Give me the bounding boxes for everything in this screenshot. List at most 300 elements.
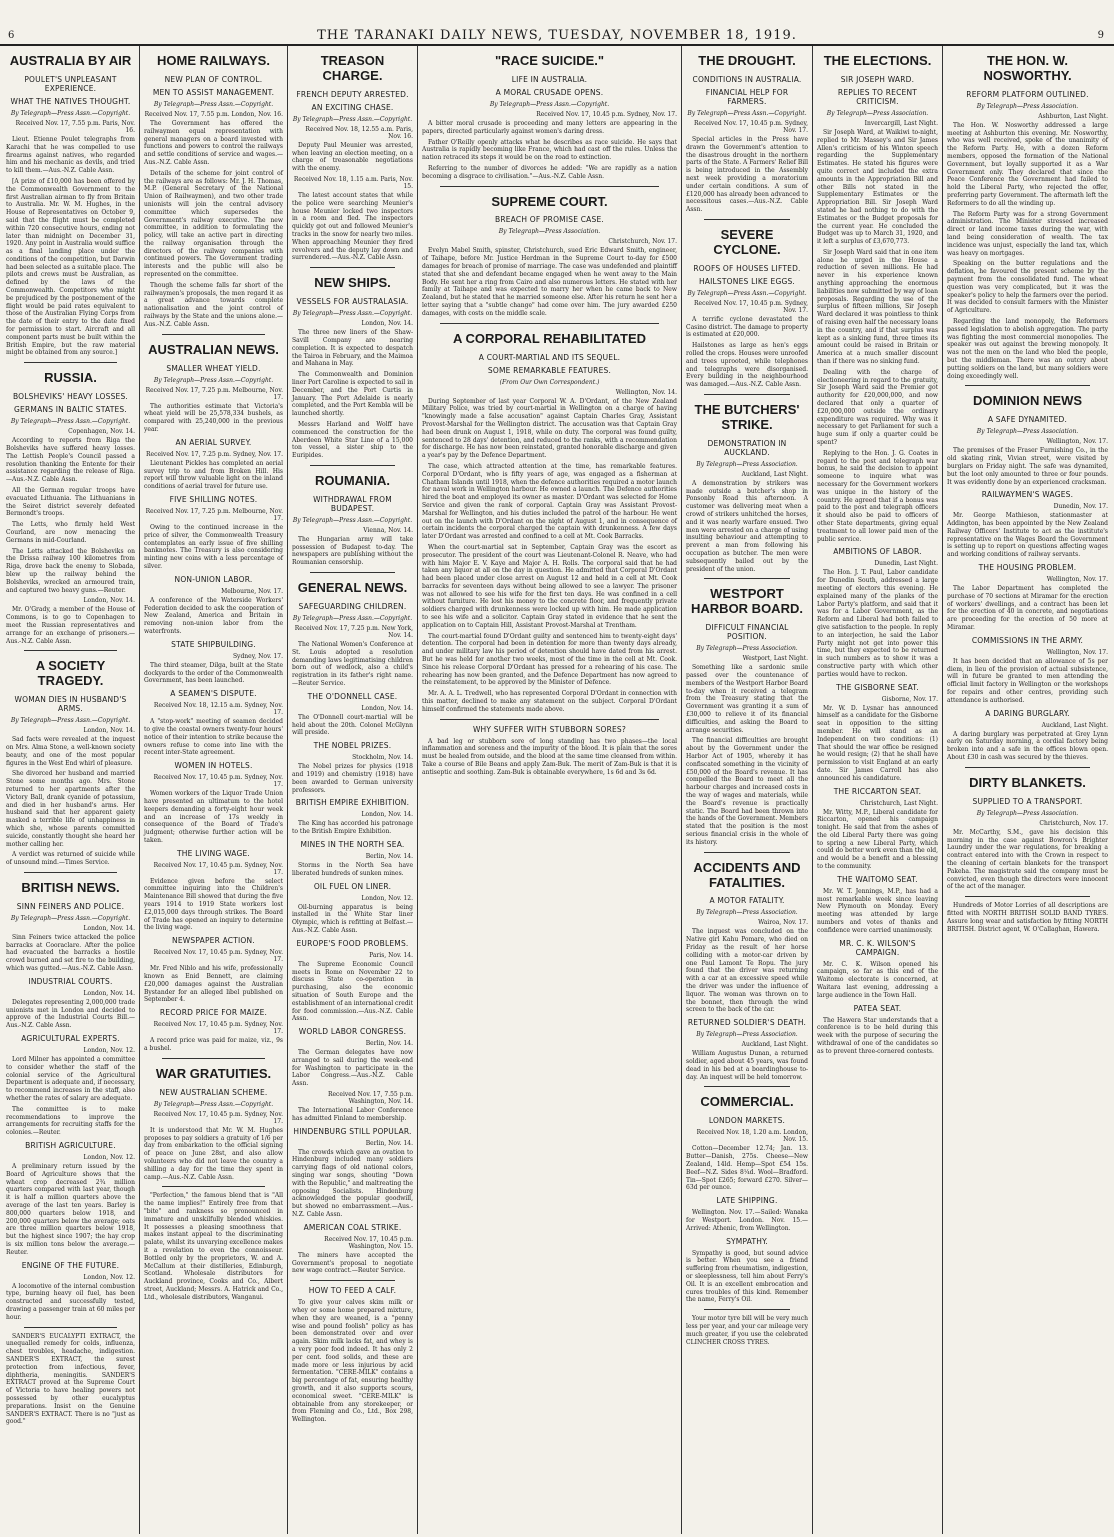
subheading: SOME REMARKABLE FEATURES. <box>487 365 612 375</box>
dateline: Berlin, Nov. 14. <box>365 1040 413 1048</box>
subheading: NON-UNION LABOR. <box>174 574 253 584</box>
article-paragraph: Cotton—December 12.74; Jan. 13. Butter—Danish, 275s. Cheese—New Zealand, 14ld. Hemp—Spot £54 15s. Beef—N.Z. Sides 8¼d. Wool—Bradford. Tin—Spot £265; forward £270. Silver—63d per ounce. <box>686 1145 808 1192</box>
subheading: WOMEN IN HOTELS. <box>174 761 253 771</box>
divider-rule <box>440 719 659 720</box>
article-paragraph: When the court-martial sat in September, Captain Gray was the escort as prosecutor. The president of the court was Lieutenant-Colonel R. Neave, who had with him Major E. V. Kaye and Major A. H. Rolls. The corporal said that he had taken any liquor at all on the day in question. He admitted that Corporal D'Ordant had been placed under close arrest on August 12 and held in a cell at Mt. Cook barracks for seventeen days without being allowed to see a lawyer. The prisoner was not allowed to see his wife for the first ten days. He was confined in a cell without furniture. He lost his money to the concrete floor, and frequently private soldiers charged with drunkenness were locked up with him. He made application to see his wife and a solicitor. Captain Gray stated in evidence that he sent the application on to Captain Hill, Assistant Provost-Marshal at Trentham. <box>422 543 677 629</box>
article-paragraph: The National Women's Conference at St. Louis adopted a resolution demanding laws legitimatising children born out of wedlock, also a child's registration in its father's right name.—Reuter Service. <box>292 640 413 687</box>
byline: (From Our Own Correspondent.) <box>499 378 600 386</box>
dateline: London, Nov. 14. <box>83 989 135 997</box>
article-paragraph: Something like a sardonic smile passed over the countenance of members of the Westport Harbor Board to-day when it received a telegram from the Treasury stating that the Government was granting it a sum of £30,000 to relieve it of its financial difficulties, and asking the Board to arrange securities. <box>686 664 808 734</box>
dateline: Melbourne, Nov. 17. <box>221 587 283 595</box>
dateline: Westport, Last Night. <box>742 655 808 663</box>
article-paragraph: Owing to the continued increase in the price of silver, the Commonwealth Treasury contemplates an early issue of five shilling banknotes. The Treasury is also considering minting new coins with a less percentage of silver. <box>144 523 283 570</box>
dateline: Paris, Nov. 14. <box>369 951 413 959</box>
dateline: Received Nov. 17, 7.55 p.m. Paris, Nov. 16. <box>15 119 135 134</box>
dateline: Received Nov. 17, 10.45 p.m. Sydney, Nov. 17. <box>694 299 808 314</box>
article-paragraph: The Hungarian army will take possession of Budapest to-day. The newspapers are publishing without the Roumanian censorship. <box>292 535 413 567</box>
subheading: BRITISH AGRICULTURE. <box>25 1141 116 1151</box>
headline: THE DROUGHT. <box>698 53 796 68</box>
subheading: ROOFS OF HOUSES LIFTED. <box>693 263 801 273</box>
subheading: WORLD LABOR CONGRESS. <box>298 1027 407 1037</box>
article-paragraph: Replying to the Hon. J. G. Coates in regard to the post and telegraph war bonus, he said the decision to appoint someone to inquire what was necessary for the Government workers was unique in the history of the country. He agreed that if a bonus was paid to the post and telegraph officers it should also be paid to officers of other State departments, giving equal treatment to all lower paid men of the public service. <box>817 449 938 543</box>
column-2 <box>140 46 288 1534</box>
subheading: WITHDRAWAL FROM BUDAPEST. <box>313 494 392 513</box>
article-paragraph: Mr. Fred Niblo and his wife, professionally known as Enid Bennett, are claiming £20,000 damages against the Australian Bystander for an alleged libel published on September 4. <box>144 965 283 1004</box>
dateline: London, Nov. 14. <box>361 811 413 819</box>
subheading: COMMISSIONS IN THE ARMY. <box>971 635 1084 645</box>
article-paragraph: It has been decided that an allowance of 5s per diem, in lieu of the provision of actual subsistence, will in future be granted to men attending the official limit factory in Wellington or the workshops for repairs and other centres, providing such attendance is authorised. <box>947 657 1108 704</box>
subheading: NEW AUSTRALIAN SCHEME. <box>159 1087 268 1097</box>
headline: THE BUTCHERS' STRIKE. <box>694 401 800 432</box>
article-paragraph: Special articles in the Press have drawn the Government's attention to the disastrous drought in the northern parts of the State. A Farmers' Relief Bill is being introduced in the Assembly next week providing a moratorium under certain conditions. A sum of £120,000 has already been advanced to necessitous cases.—Aus.-N.Z. Cable Assn. <box>686 135 808 214</box>
dateline: Christchurch, Last Night. <box>860 799 938 807</box>
article-paragraph: The premises of the Fraser Furnishing Co., in the old skating rink, Vivian street, were visited by burglars on Friday night. The safe was dynamited, but the loot only amounted to three or four pounds. It was evidently done by an experienced cracksman. <box>947 447 1108 486</box>
divider-rule <box>162 334 265 335</box>
subheading: A SAFE DYNAMITED. <box>987 415 1068 425</box>
subheading: FRENCH DEPUTY ARRESTED. <box>296 89 409 99</box>
dateline: Copenhagen, Nov. 14. <box>68 428 135 436</box>
subheading: BREACH OF PROMISE CASE. <box>494 215 604 225</box>
dateline: Received Nov. 17, 7.25 p.m. New York, Nov. 14. <box>294 624 413 639</box>
subheading: SINN FEINERS AND POLICE. <box>16 901 125 911</box>
article-paragraph: Hundreds of Motor Lorries of all descriptions are fitted with NORTH BRITISH SOLID BAND TYRES. Assure long wear and satisfaction by fitting NORTH BRITISH. District agent, W. O'Callaghan, Hawera. <box>947 902 1108 933</box>
column-7 <box>943 46 1112 1534</box>
dateline: Received Nov. 17, 10.45 p.m. Sydney, Nov. 17. <box>153 774 283 789</box>
divider-rule <box>310 572 395 573</box>
folio-number: 6 <box>8 30 15 41</box>
article-paragraph: The committee is to make recommendations to improve the arrangements for recruiting staffs for the colonies.—Reuter. <box>6 1105 135 1137</box>
byline: By Telegraph—Press Association. <box>976 428 1079 436</box>
article-paragraph: Mr. W. T. Jennings, M.P., has had a most remarkable week since leaving New Plymouth on Monday. Every meeting was attended by large numbers and votes of thanks and confidence were carried unanimously. <box>817 887 938 934</box>
headline: GENERAL NEWS. <box>297 580 408 596</box>
headline: ACCIDENTS AND FATALITIES. <box>693 859 801 890</box>
article-paragraph: A demonstration by strikers was made outside a butcher's shop in Ponsonby Road this afternoon. A customer was delivering meat when a crowd of strikers unhitched the horses, and it was nearly warfare ensued. Two men were arrested on a charge of using insulting behaviour and attempting to prevent a man from following his occupation as butcher. The men were subsequently bailed out by the president of the union. <box>686 479 808 573</box>
article-paragraph: Evidence given before the select committee inquiring into the Children's Maintenance Bill showed that during the five years 1914 to 1919 State workers lost £2,015,000 days through strikes. The Board of Trade has opened an inquiry to determine the living wage. <box>144 877 283 932</box>
dateline: Vienna, Nov. 14. <box>363 526 413 534</box>
article-paragraph: A locomotive of the internal combustion type, burning heavy oil fuel, has been constructed and successfully tested, drawing a passenger train at 60 miles per hour. <box>6 1282 135 1321</box>
article-paragraph: Regarding the land monopoly, the Reformers passed legislation to abolish aggregation. The party was fighting the most commercial monopolies. The speaker was out against the brewing monopoly. It was not the men on the land who bled the people, but the middleman. There was an outcry about putting soldiers on the land, but many soldiers were doing exceedingly well. <box>947 318 1108 380</box>
dateline: London, Nov. 12. <box>83 1154 135 1162</box>
subheading: MEN TO ASSIST MANAGEMENT. <box>152 87 275 97</box>
article-paragraph: It is understood that Mr. W. M. Hughes proposes to pay soldiers a gratuity of 1/6 per day from embarkation to the official signing of peace on June 28st, and also allow volunteers who did not leave the country a shilling a day for the time they spent in camp.—Aus.-N.Z. Cable Assn. <box>144 1126 283 1181</box>
divider-rule <box>24 872 117 873</box>
byline: By Telegraph—Press Assn.—Copyright. <box>153 376 274 384</box>
divider-rule <box>310 267 395 268</box>
article-paragraph: The Hon. J. T. Paul, Labor candidate for Dunedin South, addressed a large meeting of electors this evening. He explained many of the planks of the Labor Party's platform, and said that it was for a Labor Government, as the Reform and Liberal had both failed to give satisfaction to the people. In reply to an interjection, he said the Labor Party might not get into power this time, but they expected to be returned in such numbers as to show it was a constructive party with which other parties would have to reckon. <box>817 569 938 678</box>
byline: By Telegraph—Press Assn.—Copyright. <box>10 109 131 117</box>
dateline: Received Nov. 17, 10.45 p.m. Sydney, Nov. 17. <box>153 861 283 876</box>
article-paragraph: Lord Milner has appointed a committee to consider whether the staff of the colonial service of the Agricultural Department is adequate and, if necessary, to recommend increases in the staff, also whether the rates of salary are adequate. <box>6 1056 135 1103</box>
headline: SEVERE CYCLONE. <box>713 226 781 257</box>
headline: SUPREME COURT. <box>491 193 608 209</box>
subheading: A SEAMEN'S DISPUTE. <box>170 689 257 699</box>
article-paragraph: The Nobel prizes for physics (1918 and 1919) and chemistry (1918) have been awarded to German university professors. <box>292 763 413 794</box>
dateline: Received Nov. 17, 10.45 p.m. Sydney, Nov. 17. <box>153 949 283 964</box>
dateline: Ashburton, Last Night. <box>1038 112 1108 120</box>
article-paragraph: The financial difficulties are brought about by the Government under the Harbor Act of 1905, whereby it has confiscated something in the vicinity of £50,000 of the Board's revenue. It has compelled the Board to meet all the harbour charges and increased costs in the way of wages and materials, while the Board's revenue is practically static. The Board had been thrown into the hands of the Government. Members stated that the position is the most serious financial crisis in the whole of its history. <box>686 737 808 846</box>
dateline: Berlin, Nov. 14. <box>365 1139 413 1147</box>
subheading: AN AERIAL SURVEY. <box>175 437 252 447</box>
subheading: EUROPE'S FOOD PROBLEMS. <box>296 938 409 948</box>
divider-rule <box>965 767 1090 768</box>
dateline: Received Nov. 17, 7.25 p.m. Melbourne, Nov. 17. <box>145 386 283 401</box>
article-paragraph: During September of last year Corporal W. A. D'Ordant, of the New Zealand Military Police, was tried by court-martial in Wellington on a charge of having "knowingly made a false accusation" against Captain Charles Gray, Assistant Provost-Marshal for the Wellington district. The accusation was that Captain Gray had been drunk on August 1, 1918, while on duty. The corporal was found guilty, sentenced to 28 days' detention, and reduced to the ranks, with a recommendation for discharge. He has now been reinstated, granted honorable discharge and given a year's pay by the Defence Department. <box>422 397 677 460</box>
subheading: WHAT THE NATIVES THOUGHT. <box>10 96 131 106</box>
dateline: Stockholm, Nov. 14. <box>352 754 413 762</box>
divider-rule <box>704 578 790 579</box>
byline: By Telegraph—Press Assn.—Copyright. <box>292 115 413 123</box>
dateline: Received Nov. 17, 7.55 p.m. London, Nov. 16. <box>144 110 283 118</box>
subheading: SMALLER WHEAT YIELD. <box>166 363 261 373</box>
headline: "RACE SUICIDE." <box>494 53 605 68</box>
headline: RUSSIA. <box>44 370 97 386</box>
byline: By Telegraph—Press Assn.—Copyright. <box>10 418 131 426</box>
dateline: Wairoa, Nov. 17. <box>758 919 808 927</box>
article-paragraph: According to reports from Riga the Bolsheviks have suffered heavy losses. The Lettish People's Council passed a resolution thanking the Entente for their assistance regarding the release of Riga.—Aus.-N.Z. Cable Assn. <box>6 437 135 484</box>
subheading: ENGINE OF THE FUTURE. <box>21 1260 120 1270</box>
article-paragraph: The authorities estimate that Victoria's wheat yield will be 25,578,334 bushels, as compared with 25,240,000 in the previous year. <box>144 402 283 433</box>
dateline: Christchurch, Nov. 17. <box>1039 819 1108 827</box>
byline: By Telegraph—Press Assn.—Copyright. <box>153 1100 274 1108</box>
article-paragraph: The Reform Party was for a strong Government administration. The Minister stressed increased direct or land income taxes during the war, with land being consideration of wealth. The tax incidence was unjust, especially the land tax, which was heavy on mortgages. <box>947 210 1108 257</box>
article-paragraph: The Commonwealth and Dominion liner Port Caroline is expected to sail in December, and the Port Curtis in January. The Port Adelaide is nearly completed, and the Port Kembla will be launched shortly. <box>292 371 413 418</box>
dateline: Auckland, Last Night. <box>741 470 808 478</box>
article-paragraph: "Perfection," the famous blend that is "All the name implies!" Entirely free from that "bite" and rankness so pronounced in immature and unskilfully blended whiskies. It possesses a pleasing smoothness that makes instant appeal to the discriminating palate, whilst its unvarying excellence makes it a revelation to even the connoisseur. Bottled only by the proprietors, W. and A. McCallum at their distilleries, Edinburgh, Scotland. Wholesale distributors for Auckland province, Cooks and Co., Albert street, Auckland; Messrs. A. Hatrick and Co., Ltd., wholesale distributors, Wanganui. <box>144 1192 283 1301</box>
dateline: Received Nov. 17, 10.45 p.m. Sydney, Nov. 17. <box>153 1021 283 1036</box>
article-paragraph: Evelyn Mabel Smith, spinster, Christchurch, sued Eric Edward Smith, engineer, of Taihape, before Mr. Justice Herdman in the Supreme Court to-day for £500 damages for breach of promise of marriage. The case was undefended and plaintiff stated that she and defendant became engaged when he went away to the Main Body. He sent her a ring from Cairo and also numerous letters. He stated with her family at Taihape and was expected to marry her when he came back to New Zealand, but he stated that he married someone else. After his return he sent her a letter saying that a "subtle change" had come over him. The jury awarded £250 damages, with costs on the middle scale. <box>422 247 677 317</box>
article-paragraph: The case, which attracted attention at the time, has remarkable features. Corporal D'Ordant, who is fifty years of age, was engaged as a fisherman at Chatham Islands until 1918, when the defence authorities required a motor launch for naval work in Wellington harbour. He owned a launch. The Defence authorities hired the boat and employed its owner as master. D'Ordant was selected for Home Service and given the rank of corporal. Captain Gray was Assistant Provost-Marshal for Wellington, and his duties included the patrol of the harbour. He went out on the launch with D'Ordant on the night of August 1, and in consequence of certain incidents the corporal charged the captain with drunkenness. A few days later D'Ordant was arrested and confined to a cell at Mt. Cook Barracks. <box>422 462 677 541</box>
article-paragraph: Details of the scheme for joint control of the railways are as follows: Mr. J. H. Thomas, M.P. (General Secretary of the National Union of Railwaymen), and two other trade unionists will join the central advisory committee which supersedes the Government's railway executive. The new committee, in addition to formulating the policy, will take an active part in directing the railway organisation through the directors of the railway companies with continued powers. The Government trading interests and the public will also be represented on the committee. <box>144 169 283 279</box>
article-paragraph: The Government has offered the railwaymen equal representation with general managers on a board invested with functions and powers to control the railways and settle conditions of service and wages.—Aus.-N.Z. Cable Assn. <box>144 119 283 166</box>
subheading: FIVE SHILLING NOTES. <box>169 494 258 504</box>
byline: By Telegraph—Press Association. <box>976 102 1079 110</box>
headline: COMMERCIAL. <box>700 1094 794 1110</box>
byline: By Telegraph—Press Assn.—Copyright. <box>687 109 807 117</box>
divider-rule <box>965 385 1090 386</box>
divider-rule <box>704 219 790 220</box>
dateline: Dunedin, Last Night. <box>874 560 938 568</box>
subheading: RAILWAYMEN'S WAGES. <box>981 490 1074 500</box>
subheading: HAILSTONES LIKE EGGS. <box>698 276 796 286</box>
article-paragraph: Mr. C. K. Wilson opened his campaign, so far as this end of the Waitomo electorate is concerned, at Waitara last evening, addressing a large audience in the Town Hall. <box>817 960 938 999</box>
dateline: Wellington, Nov. 17. <box>1046 648 1108 656</box>
dateline: Received Nov. 18, 12.15 a.m. Sydney, Nov. 17. <box>153 702 283 717</box>
dateline: London, Nov. 12. <box>83 1273 135 1281</box>
article-paragraph: A verdict was returned of suicide while of unsound mind.—Times Service. <box>6 851 135 867</box>
article-paragraph: The Letts, who firmly held West Courland, are now menacing the Germans in mid-Courland. <box>6 521 135 544</box>
article-paragraph: Mr. O'Grady, a member of the House of Commons, is to go to Copenhagen to meet the Russian representatives and arrange for an exchange of prisoners.—Aus.-N.Z. Cable Assn. <box>6 606 135 645</box>
subheading: HOW TO FEED A CALF. <box>308 1286 397 1296</box>
article-paragraph: Lieut. Etienne Poulet telegraphs from Karachi that he was compelled to use firearms against natives, who regarded him and his mechanic as devils, and tried to kill them.—Aus.-N.Z. Cable Assn. <box>6 135 135 175</box>
subheading: STATE SHIPBUILDING. <box>171 639 256 649</box>
byline: By Telegraph—Press Association. <box>696 1031 798 1039</box>
article-paragraph: A "stop-work" meeting of seamen decided to give the coastal owners twenty-four hours' notice of their intention to strike because the owners refuse to come into line with the recent inter-State agreement. <box>144 718 283 757</box>
divider-rule <box>704 394 790 395</box>
article-paragraph: All the German regular troops have evacuated Lithuania. The Lithuanians in the Seiret district severely defeated Bermondt's troops. <box>6 486 135 518</box>
byline: By Telegraph—Press Association. <box>696 909 798 917</box>
dateline: Received Nov. 17, 7.25 p.m. Sydney, Nov. 17. <box>146 450 283 458</box>
dateline: Gisborne, Nov. 17. <box>881 695 938 703</box>
dateline: Received Nov. 17, 7.25 p.m. Melbourne, Nov. 17. <box>145 507 283 522</box>
subheading: GERMANS IN BALTIC STATES. <box>14 405 127 415</box>
dateline: Wellington, Nov. 14. <box>615 388 677 396</box>
article-paragraph: The King has accorded his patronage to the British Empire Exhibition. <box>292 820 413 836</box>
dateline: London, Nov. 12. <box>361 894 413 902</box>
article-paragraph: Mr. W. D. Lysnar has announced himself as a candidate for the Gisborne seat in opposition to the sitting member. He will stand as an Independent on two conditions: (1) That should the war office be resigned he would resign; (2) that he shall have permission to visit England at an early date. Sir James Carroll has also announced his candidature. <box>817 704 938 782</box>
subheading: RECORD PRICE FOR MAIZE. <box>159 1008 268 1018</box>
dateline: Received Nov. 18, 1.15 a.m. Paris, Nov. 15. <box>293 176 413 191</box>
dateline: Received Nov. 17, 10.45 p.m. Sydney, Nov. 17. <box>694 119 808 134</box>
subheading: BOLSHEVIKS' HEAVY LOSSES. <box>12 392 129 402</box>
divider-rule <box>704 852 790 853</box>
subheading: WOMAN DIES IN HUSBAND'S ARMS. <box>14 695 127 714</box>
article-paragraph: A preliminary return issued by the Board of Agriculture shows that the wheat crop decreased 2¾ million quarters compared with last year, though it is half a million quarters above the average of the last ten years. Barley is 800,000 quarters below 1918, and 200,000 quarters below the average; oats are three million quarters below 1918, but the highest since 1907; the hay crop is six million tons below the average.—Reuter. <box>6 1163 135 1256</box>
headline: A CORPORAL REHABILITATED <box>452 330 647 346</box>
divider-rule <box>704 1309 790 1310</box>
article-paragraph: Mr. Witty, M.P., Liberal candidate for Riccarton, opened his campaign tonight. He said that from the ashes of the old Liberal Party there was going to spring a new Liberal Party, which could do better work even than the old, and would be a benefit and a blessing to the community. <box>817 808 938 871</box>
article-paragraph: The crowds which gave an ovation to Hindenburg included many soldiers carrying flags of old national colors, singing war songs, shouting "Down with the Republic," and maltreating the opposing Socialists. Hindenburg acknowledged the popular goodwill, but showed no embarrassment.—Aus.-N.Z. Cable Assn. <box>292 1148 413 1219</box>
byline: By Telegraph—Press Association. <box>696 645 798 653</box>
divider-rule <box>24 650 117 651</box>
divider-rule <box>310 465 395 466</box>
subheading: AMERICAN COAL STRIKE. <box>303 1222 402 1232</box>
dateline: Christchurch, Nov. 17. <box>608 238 677 246</box>
article-paragraph: The International Labor Conference has admitted Finland to membership. <box>292 1107 413 1122</box>
headline: DIRTY BLANKETS. <box>969 774 1086 790</box>
dateline: Invercargill, Last Night. <box>864 119 938 127</box>
column-3 <box>288 46 418 1534</box>
subheading: MINES IN THE NORTH SEA. <box>300 839 405 849</box>
article-paragraph: A conference of the Waterside Workers' Federation decided to ask the cooperation of New Zealand, America and Britain in removing non-union labor from the waterfronts. <box>144 596 283 635</box>
article-paragraph: Women workers of the Liquor Trade Union have presented an ultimatum to the hotel keepers demanding a forty-eight hour week and an increase of 17s weekly in consequence of the Board of Trade's judgment; otherwise further action will be taken. <box>144 790 283 844</box>
dateline: London, Nov. 14. <box>83 727 135 735</box>
subheading: WHY SUFFER WITH STUBBORN SORES? <box>472 724 627 734</box>
divider-rule <box>24 1327 117 1328</box>
headline: NEW SHIPS. <box>314 275 391 291</box>
article-paragraph: The Hon. W. Nosworthy addressed a large meeting at Ashburton this evening. Mr. Nosworthy, who was well received, spoke of the unanimity of the Reform Party. He, with a dozen Reform members, opposed the formation of the National Government, but loyally supported it as a War Government only. They declared that since the Peace Conference the Government had failed to hold the Liberal Party, who rejected the offer, preferring party Government. The aftermath left the Reformers to do all the winding up. <box>947 121 1108 207</box>
article-paragraph: Lieutenant Pickles has completed an aerial survey trip to and from Broken Hill. His report will throw valuable light on the inland conditions of aerial travel for future use. <box>144 459 283 491</box>
article-paragraph: She divorced her husband and married Stone some months ago. Mrs. Stone returned to her apartments after the Victory Ball, drank cyanide of potassium, and died in her husband's arms. Her husband said that her apparent gaiety masked a terrible life of unhappiness in which she, whose parents committed suicide, constantly thought she heard her mother calling her. <box>6 770 135 848</box>
subheading: CONDITIONS IN AUSTRALIA. <box>692 74 802 84</box>
article-paragraph: Though the scheme falls far short of the railwaymen's proposals, the men regard it as a great advance towards complete nationalisation and the joint control of railways by the State and the unions alone.—Aus.-N.Z. Cable Assn. <box>144 281 283 328</box>
article-paragraph: Sinn Feiners twice attacked the police barracks at Cooraclare. After the police had evacuated the barracks a hostile crowd burned and set fire to the building, which was gutted.—Aus.-N.Z. Cable Assn. <box>6 933 135 973</box>
column-1 <box>2 46 140 1534</box>
column-4 <box>418 46 682 1534</box>
byline: By Telegraph—Press Assn.—Copyright. <box>10 914 131 922</box>
dateline: London, Nov. 14. <box>361 320 413 328</box>
headline: BRITISH NEWS. <box>21 879 120 895</box>
subheading: SYMPATHY. <box>726 1236 768 1246</box>
headline: WESTPORT HARBOR BOARD. <box>691 586 803 617</box>
column-5 <box>682 46 813 1534</box>
article-paragraph: A terrific cyclone devastated the Casino district. The damage to property is estimated at £20,000. <box>686 315 808 339</box>
byline: By Telegraph—Press Association. <box>976 809 1079 817</box>
subheading: A COURT-MARTIAL AND ITS SEQUEL. <box>478 352 621 362</box>
headline: THE ELECTIONS. <box>823 53 932 68</box>
byline: By Telegraph—Press Association. <box>826 109 929 117</box>
column-6 <box>813 46 943 1534</box>
masthead-title: THE TARANAKI DAILY NEWS, TUESDAY, NOVEMBER 18, 1919. <box>317 28 797 43</box>
subheading: THE LIVING WAGE. <box>176 848 251 858</box>
subheading: HINDENBURG STILL POPULAR. <box>293 1126 412 1136</box>
article-paragraph: Mr. A. A. L. Tredwell, who has represented Corporal D'Ordant in connection with this matter, declined to make any statement on the subject. Corporal D'Ordant himself confirmed the statements made above. <box>422 690 677 713</box>
article-paragraph: The Letts attacked the Bolsheviks on the Drissa railway 100 kilometres from Riga, drove back the enemy to Slobada, blew up the railway behind the Bolsheviks, wrecked an armoured train, and captured two heavy guns.—Reuter. <box>6 547 135 594</box>
article-paragraph: The latest account states that while the police were searching Meunier's house Meunier locked two inspectors in a room and fled. The inspectors quickly got out and followed Meunier's tracks in the snow for nearly two miles. When approaching Meunier they fired revolvers and the deputy lay down and surrendered.—Aus.-N.Z. Cable Assn. <box>292 192 413 262</box>
article-paragraph: Father O'Reilly openly attacks what he describes as race suicide. He says that Australia is rapidly becoming like France, which had cast off the rules. Unless the nation retraced its steps it would be on the road to extinction. <box>422 138 677 162</box>
article-paragraph: The inquest was concluded on the Native girl Kahu Pomare, who died on Friday as the result of her horse colliding with a motor-car driven by one Paul Lamont Te Ropu. The jury found that the driver was returning with a car at an excessive speed while the driver was under the influence of liquor. The woman was thrown on to the bonnet, then through the wind screen to the back of the car. <box>686 928 808 1014</box>
article-paragraph: Speaking on the butter regulations and the deflation, he favoured the present scheme by the payment from the consolidated fund. The wheat question was very complicated, but it was the speaker's policy to help the farmers over the period. It was decided to consult farmers with the Minister of Agriculture. <box>947 260 1108 315</box>
article-paragraph: SANDER'S EUCALYPTI EXTRACT, the unequalled remedy for colds, influenza, chest troubles, headache, indigestion. SANDER'S EXTRACT, the surest protection from infectious, fever, diphtheria, meningitis. SANDER'S EXTRACT proved at the Supreme Court of Victoria to have healing powers not possessed by other eucalyptus preparations. Insist on the Genuine SANDER'S EXTRACT. There is no "just as good." <box>6 1332 135 1426</box>
article-paragraph: The German delegates have now arranged to sail during the week-end for Washington to participate in the Labor Congress.—Aus.-N.Z. Cable Assn. <box>292 1049 413 1088</box>
dateline: London, Nov. 12. <box>83 1047 135 1055</box>
article-paragraph: Referring to the number of divorces he added: "We are rapidly as a nation becoming a disgrace to civilisation."—Aus.-N.Z. Cable Assn. <box>422 164 677 180</box>
article-paragraph: The third steamer, Dilga, built at the State dockyards to the order of the Commonwealth Government, has been launched. <box>144 661 283 685</box>
dateline: Received Nov. 17, 7.55 p.m. Washington, Nov. 14. <box>327 1091 413 1106</box>
article-paragraph: Deputy Paul Meunier was arrested, when leaving an election meeting, on a charge of treasonable negotiations with the enemy. <box>292 141 413 173</box>
subheading: THE O'DONNELL CASE. <box>307 691 398 701</box>
article-paragraph: Messrs Harland and Wolff have commenced the construction for the Aberdeen White Star Line of a 15,000 ton vessel, a sister ship to the Euripides. <box>292 420 413 460</box>
dateline: Auckland, Last Night. <box>1041 721 1108 729</box>
subheading: BRITISH EMPIRE EXHIBITION. <box>295 798 410 808</box>
byline: By Telegraph—Press Association. <box>498 228 601 236</box>
article-paragraph: Hailstones as large as hen's eggs rolled the crops. Houses were unroofed and trees uprooted, while telephones and telegraphs were disorganised. Every building in the neighbourhood was damaged.—Aus.-N.Z. Cable Assn. <box>686 342 808 389</box>
subheading: THE RICCARTON SEAT. <box>833 786 922 796</box>
dateline: Received Nov. 18, 1.20 a.m. London, Nov. 15. <box>696 1129 808 1144</box>
headline: DOMINION NEWS <box>972 393 1083 409</box>
article-paragraph: Your motor tyre bill will be very much less per year, and your car mileage very much greater, if you use the celebrated CLINCHER CROSS TYRES. <box>686 1315 808 1346</box>
article-paragraph: Oil-burning apparatus is being installed in the White Star liner Olympic, which is refitting at Belfast.—Aus.-N.Z. Cable Assn. <box>292 903 413 934</box>
byline: By Telegraph—Press Assn.—Copyright. <box>687 289 807 297</box>
byline: By Telegraph—Press Assn.—Copyright. <box>10 717 131 725</box>
subheading: LIFE IN AUSTRALIA. <box>511 74 588 84</box>
article-paragraph: Delegates representing 2,000,000 trade unionists met in London and decided to approve of the Industrial Courts Bill.—Aus.-N.Z. Cable Assn. <box>6 998 135 1030</box>
subheading: THE GISBORNE SEAT. <box>836 682 919 692</box>
article-paragraph: The Supreme Economic Council meets in Rome on November 22 to discuss State co-operation in purchasing, also the economic situation of South Europe and the establishment of an international credit for food commission.—Aus.-N.Z. Cable Assn. <box>292 960 413 1023</box>
divider-rule <box>440 186 659 187</box>
article-paragraph: The three new liners of the Shaw-Savill Company are nearing completion. It is expected to despatch the Tairoa in February, and the Maimoa and Mahana in May. <box>292 329 413 368</box>
subheading: MR. C. K. WILSON'S CAMPAIGN. <box>839 938 916 957</box>
dateline: Wellington, Nov. 17. <box>1046 438 1108 446</box>
article-paragraph: Sir Joseph Ward, at Waikiwi to-night, replied to Mr. Massey's and Sir James Allen's criticism of his Winton speech regarding the Supplementary Estimates. He stated his figures were quite correct and included the extra amounts in the Appropriation Bill and other Bills not stated in the Supplementary Estimates or the Appropriation Bill. Sir Joseph Ward stated he had nothing to do with the Estimates or the Budget proposals for the current year. He concluded the Budget was up to March 31, 1920, and it left a surplus of £3,670,773. <box>817 128 938 246</box>
headline: A SOCIETY TRAGEDY. <box>35 658 106 689</box>
masthead <box>0 0 1114 46</box>
subheading: SUPPLIED TO A TRANSPORT. <box>972 796 1083 806</box>
article-paragraph: The court-martial found D'Ordant guilty and sentenced him to twenty-eight days' detention. The corporal had been in detention for more than twenty days already, and under military law his period of detention should have dated from his arrest. But he was held for another two weeks, most of the time in the cell at Mt. Cook. Since his release Corporal D'Ordant has pressed for a rehearing of his case. The rehearing has now been granted, and the Defence Department has now agreed to the reinstatement, to be approved by the Minister of Defence. <box>422 632 677 687</box>
headline: AUSTRALIAN NEWS. <box>148 341 279 357</box>
subheading: NEW PLAN OF CONTROL. <box>164 74 263 84</box>
subheading: DIFFICULT FINANCIAL POSITION. <box>705 623 789 642</box>
subheading: LONDON MARKETS. <box>708 1116 786 1126</box>
article-paragraph: Dealing with the charge of electioneering in regard to the gratuity, Sir Joseph Ward said the Premier got authority for £20,000,000, and now declared that only a quarter of £20,000,000 outside the ordinary expenditure was required. Why was it necessary to get Parliament for such a huge sum if only a quarter could be spent? <box>817 368 938 447</box>
article-paragraph: The Hawera Star understands that a conference is to be held during this week with the purpose of securing the withdrawal of one of the candidates so as to prevent three-cornered contests. <box>817 1016 938 1055</box>
article-paragraph: The O'Donnell court-martial will be held about the 20th. Colonel McGlynn will preside. <box>292 713 413 737</box>
dateline: Wellington, Nov. 17. <box>1046 576 1108 584</box>
byline: By Telegraph—Press Assn.—Copyright. <box>292 614 413 622</box>
article-paragraph: A daring burglary was perpetrated at Grey Lynn early on Saturday morning, a cordial factory being broken into and a safe in the offices blown open. About £30 in cash was secured by the thieves. <box>947 730 1108 762</box>
byline: By Telegraph—Press Assn.—Copyright. <box>292 516 413 524</box>
subheading: OIL FUEL ON LINER. <box>313 881 392 891</box>
divider-rule <box>162 1058 265 1059</box>
subheading: REFORM PLATFORM OUTLINED. <box>966 89 1089 99</box>
subheading: LATE SHIPPING. <box>716 1196 778 1206</box>
subheading: DEMONSTRATION IN AUCKLAND. <box>707 438 787 457</box>
article-paragraph: The miners have accepted the Government's proposal to negotiate new wage contract.—Reuter Service. <box>292 1251 413 1275</box>
dateline: Dunedin, Nov. 17. <box>1053 503 1108 511</box>
article-paragraph: Mr. McCarthy, S.M., gave his decision this morning in the case against Bowron's Brighter Laundry under the war regulations, for breaking a contract entered into with the Crown in respect to the cleaning of certain blankets for the transport Pakeha. The magistrate said the company must be convicted, even though the directors were innocent of the act of the manager. <box>947 828 1108 891</box>
article-paragraph: A record price was paid for maize, viz., 9s a bushel. <box>144 1037 283 1053</box>
byline: By Telegraph—Press Assn.—Copyright. <box>292 310 413 318</box>
dateline: Berlin, Nov. 14. <box>365 852 413 860</box>
divider-rule <box>24 362 117 363</box>
article-paragraph: Sir Joseph Ward said that in one item alone he urged in the House a reduction of seven millions. He had never in his experience known anything approaching the enormous liabilities now submitted by way of loan proposals. Regarding the use of the surplus of fifteen millions, Sir Joseph Ward declared it was pointless to think of raising even half the necessary loans in the country, and if that surplus was kept as a sinking fund, three times its amount could be raised in Britain or America at a much smaller discount than if there was no sinking fund. <box>817 248 938 366</box>
subheading: SIR JOSEPH WARD. <box>840 74 915 84</box>
dateline: Received Nov. 17, 10.45 p.m. Sydney, Nov. 17. <box>536 110 677 118</box>
headline: AUSTRALIA BY AIR <box>9 53 132 68</box>
subheading: SAFEGUARDING CHILDREN. <box>298 601 407 611</box>
article-paragraph: The Labor Department has completed the purchase of 70 sections at Miramar for the erection of workers' dwellings, and a contract has been let for the erection of 40 in concrete, and negotiations are proceeding for the erection of 50 more at Miramar. <box>947 585 1108 632</box>
dateline: Auckland, Last Night. <box>741 1041 808 1049</box>
subheading: A MOTOR FATALITY. <box>709 896 785 906</box>
subheading: A MORAL CRUSADE OPENS. <box>495 87 604 97</box>
divider-rule <box>965 896 1090 897</box>
article-paragraph: Sympathy is good, but sound advice is better. When you see a friend suffering from rheumatism, indigestion, or sleeplessness, tell him about Ferry's Oil. It is an excellent embrocation and cures troubles of this kind. Remember the name, Ferry's Oil. <box>686 1249 808 1304</box>
subheading: AMBITIONS OF LABOR. <box>833 547 922 557</box>
subheading: THE WAITOMO SEAT. <box>837 874 918 884</box>
headline: THE HON. W. NOSWORTHY. <box>983 53 1072 83</box>
article-paragraph: A bad leg or stubborn sore of long standing has two phases—the local inflammation and soreness and the impurity of the blood. It is plain that the sores must be healed from outside, and the blood at the same time cleansed from within. Take a course of Bile Beans and apply Zam-Buk. The merit of Zam-Buk is that it is antiseptic and soothing. Zam-Buk is obtainable everywhere, 1s 6d and 3s 6d. <box>422 737 677 776</box>
article-paragraph: William Augustus Dunan, a returned soldier, aged about 45 years, was found dead in his bed at a boardinghouse to-day. An inquest will be held tomorrow. <box>686 1050 808 1081</box>
page-number: 9 <box>1097 30 1104 41</box>
dateline: Received Nov. 18, 12.55 a.m. Paris, Nov. 16. <box>305 125 413 140</box>
subheading: THE HOUSING PROBLEM. <box>978 563 1077 573</box>
subheading: REPLIES TO RECENT CRITICISM. <box>837 87 918 106</box>
byline: By Telegraph—Press Assn.—Copyright. <box>153 100 274 108</box>
article-paragraph: [A prize of £10,000 has been offered by the Commonwealth Government to the first Australian airman to fly from Britain to Australia. Mr. W. M. Hughes, in the House of Representatives on October 9, said that the flight must be completed within 720 consecutive hours, ending not later than midnight on December 31, 1920. Any point in Australia would suffice as a final landing place under the conditions of the competition, but Darwin had been selected as a suitable place. The pilots and crews must be Australian, as defined by the laws of the Commonwealth. Competitors who might be prejudiced by the postponement of the flight would be paid rates equivalent to those of the Australian Flying Corps from the date of their entry to the date fixed for permission to start. Aircraft and all component parts must be built within the British Empire, but the raw material might be obtained from any source.] <box>6 177 135 357</box>
article-paragraph: Mr. George Mathieson, stationmaster at Addington, has been appointed by the New Zealand Railway Officers' Institute to act as the institute's representative on the Wages Board the Government is setting up to report on questions affecting wages and working conditions of railway servants. <box>947 512 1108 559</box>
subheading: RETURNED SOLDIER'S DEATH. <box>687 1018 807 1028</box>
subheading: VESSELS FOR AUSTRALASIA. <box>296 297 409 307</box>
dateline: Received Nov. 17, 10.45 p.m. Washington, Nov. 15. <box>324 1235 413 1250</box>
divider-rule <box>162 1186 265 1187</box>
article-paragraph: Storms in the North Sea have liberated hundreds of sunken mines. <box>292 861 413 877</box>
subheading: NEWSPAPER ACTION. <box>172 936 255 946</box>
headline: TREASON CHARGE. <box>320 53 385 83</box>
subheading: AGRICULTURAL EXPERTS. <box>21 1034 120 1044</box>
dateline: London, Nov. 14. <box>361 704 413 712</box>
dateline: London, Nov. 14. <box>83 924 135 932</box>
dateline: Received Nov. 17, 10.45 p.m. Sydney, Nov. 17. <box>153 1110 283 1125</box>
dateline: Sydney, Nov. 17. <box>232 652 283 660</box>
byline: By Telegraph—Press Association. <box>696 460 798 468</box>
headline: HOME RAILWAYS. <box>157 53 270 68</box>
subheading: POULET'S UNPLEASANT EXPERIENCE. <box>24 74 117 93</box>
headline: ROUMANIA. <box>314 472 391 488</box>
dateline: London, Nov. 14. <box>83 597 135 605</box>
byline: By Telegraph—Press Assn.—Copyright. <box>489 100 610 108</box>
article-paragraph: Sad facts were revealed at the inquest on Mrs. Alma Stone, a well-known society beauty, and one of the most popular figures in the West End whirl of pleasure. <box>6 736 135 767</box>
subheading: FINANCIAL HELP FOR FARMERS. <box>705 87 789 106</box>
article-paragraph: To give your calves skim milk or whey or some home prepared mixture, when they are weaned, is a "penny wise and pound foolish" policy as has been demonstrated over and over again. Skim milk lacks fat, and whey is a very poor food indeed. It has only 2 per cent. food solids, and these are made more or less injurious by acid fermentation. "CERE-MILK" contains a big percentage of fat, ensuring healthy growth, and it also supports scours, economical sweet. "CERE-MILK" is obtainable from any storekeeper, or from Fleming and Co., Ltd., Box 298, Wellington. <box>292 1299 413 1424</box>
divider-rule <box>310 1280 395 1281</box>
divider-rule <box>704 1086 790 1087</box>
headline: WAR GRATUITIES. <box>155 1065 272 1081</box>
subheading: INDUSTRIAL COURTS. <box>28 976 113 986</box>
subheading: AN EXCITING CHASE. <box>311 102 394 112</box>
divider-rule <box>440 323 659 324</box>
article-paragraph: A bitter moral crusade is proceeding and many letters are appearing in the papers, directed particularly against women's daring dress. <box>422 119 677 135</box>
subheading: THE NOBEL PRIZES. <box>313 741 392 751</box>
article-paragraph: Wellington. Nov. 17.—Sailed: Wanaka for Westport. London. Nov. 15.—Arrived: Athenic, from Wellington. <box>686 1209 808 1232</box>
